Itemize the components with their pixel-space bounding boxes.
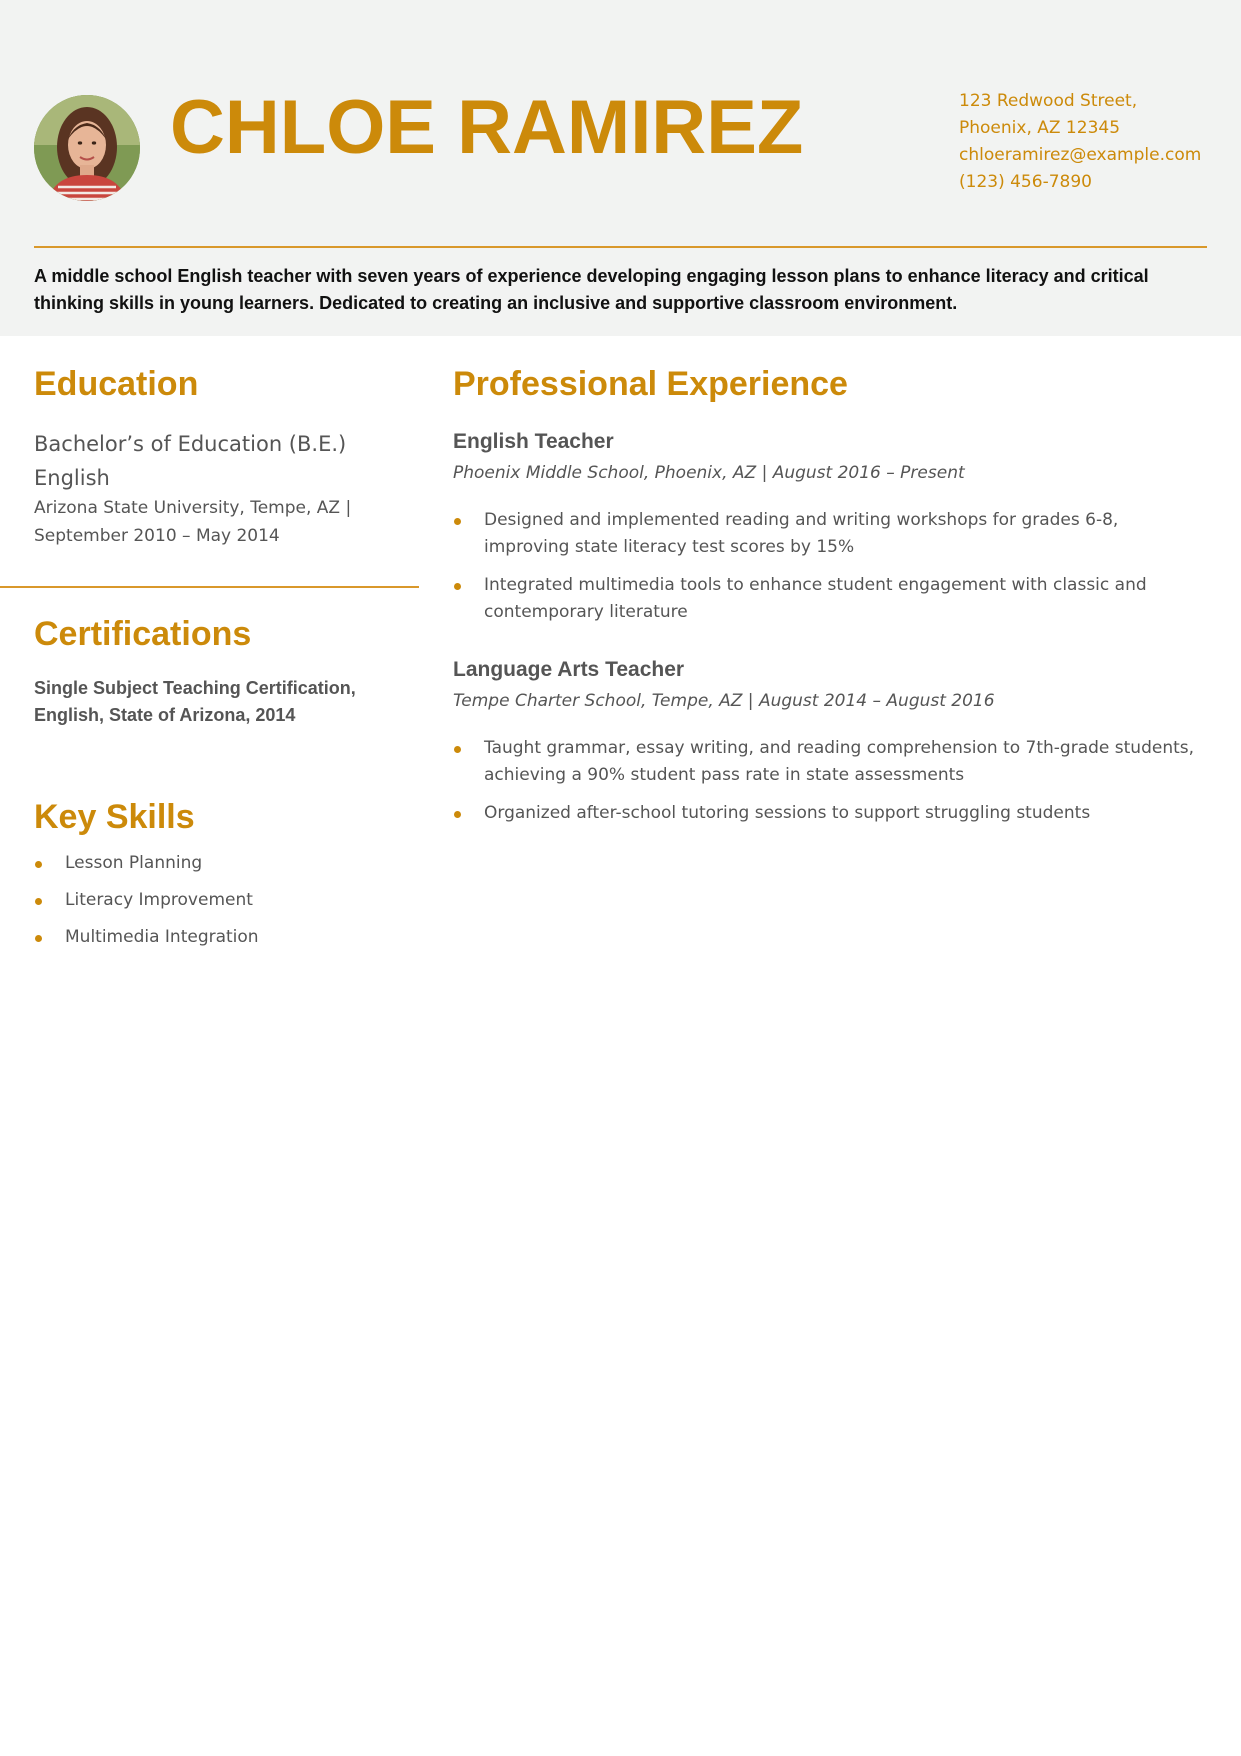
- contact-city: Phoenix, AZ 12345: [959, 118, 1121, 138]
- job-bullet: [453, 507, 1203, 561]
- resume-header: [0, 0, 1241, 336]
- job-meta: Phoenix Middle School, Phoenix, AZ | August 2016 – Present: [453, 463, 965, 483]
- certification-line: English, State of Arizona, 2014: [34, 705, 296, 725]
- header-divider: [34, 246, 1207, 248]
- job-bullet: [453, 800, 1203, 827]
- bullet-icon: [454, 746, 461, 753]
- bullet-icon: [454, 583, 461, 590]
- skill-item: [34, 887, 394, 914]
- left-column-divider: [0, 586, 419, 588]
- school-dates: September 2010 – May 2014: [34, 526, 280, 546]
- bullet-icon: [35, 935, 42, 942]
- certifications-heading: Certifications: [34, 615, 252, 653]
- degree-name: Bachelor’s of Education (B.E.): [34, 432, 347, 456]
- bullet-icon: [35, 861, 42, 868]
- job-bullet-text: Organized after-school tutoring sessions to support struggling students: [484, 803, 1091, 823]
- job-bullet-text: Designed and implemented reading and writing workshops for grades 6-8, improving state literacy test scores by 15%: [484, 510, 1119, 557]
- contact-phone[interactable]: (123) 456-7890: [959, 172, 1092, 192]
- profile-photo-portrait: [34, 95, 140, 201]
- skill-label: Lesson Planning: [65, 853, 203, 873]
- job-bullet-list: [453, 507, 1203, 637]
- job-title: English Teacher: [453, 430, 614, 453]
- skill-label: Multimedia Integration: [65, 927, 259, 947]
- contact-email[interactable]: chloeramirez@example.com: [959, 145, 1202, 165]
- skills-list: [34, 850, 394, 961]
- certification-item: [34, 675, 394, 729]
- job-title: Language Arts Teacher: [453, 658, 685, 681]
- skill-label: Literacy Improvement: [65, 890, 253, 910]
- education-heading: Education: [34, 365, 199, 403]
- job-bullet: [453, 735, 1203, 789]
- skill-item: [34, 850, 394, 877]
- professional-summary: A middle school English teacher with seven years of experience developing engaging lesson plans to enhance literacy and critical thinking skills in young learners. Dedicated to creating an inclusive and supportive classroom environment.: [34, 266, 1149, 313]
- certification-line: Single Subject Teaching Certification,: [34, 678, 356, 698]
- job-meta: Tempe Charter School, Tempe, AZ | August 2014 – August 2016: [453, 691, 995, 711]
- education-school: [34, 494, 394, 550]
- bullet-icon: [454, 518, 461, 525]
- degree-major: English: [34, 466, 110, 490]
- contact-info: [959, 88, 1201, 196]
- job-bullet: [453, 572, 1203, 626]
- candidate-name: CHLOE RAMIREZ: [170, 85, 804, 170]
- bullet-icon: [35, 898, 42, 905]
- education-degree: [34, 427, 394, 495]
- job-bullet-text: Integrated multimedia tools to enhance student engagement with classic and contemporary literature: [484, 575, 1147, 622]
- job-bullet-text: Taught grammar, essay writing, and reading comprehension to 7th-grade students, achieving a 90% student pass rate in state assessments: [484, 738, 1195, 785]
- job-bullet-list: [453, 735, 1203, 838]
- bullet-icon: [454, 811, 461, 818]
- school-location: Arizona State University, Tempe, AZ |: [34, 498, 352, 518]
- skills-heading: Key Skills: [34, 798, 195, 836]
- experience-heading: Professional Experience: [453, 365, 848, 403]
- profile-photo: [34, 95, 140, 201]
- skill-item: [34, 924, 394, 951]
- contact-street: 123 Redwood Street,: [959, 91, 1138, 111]
